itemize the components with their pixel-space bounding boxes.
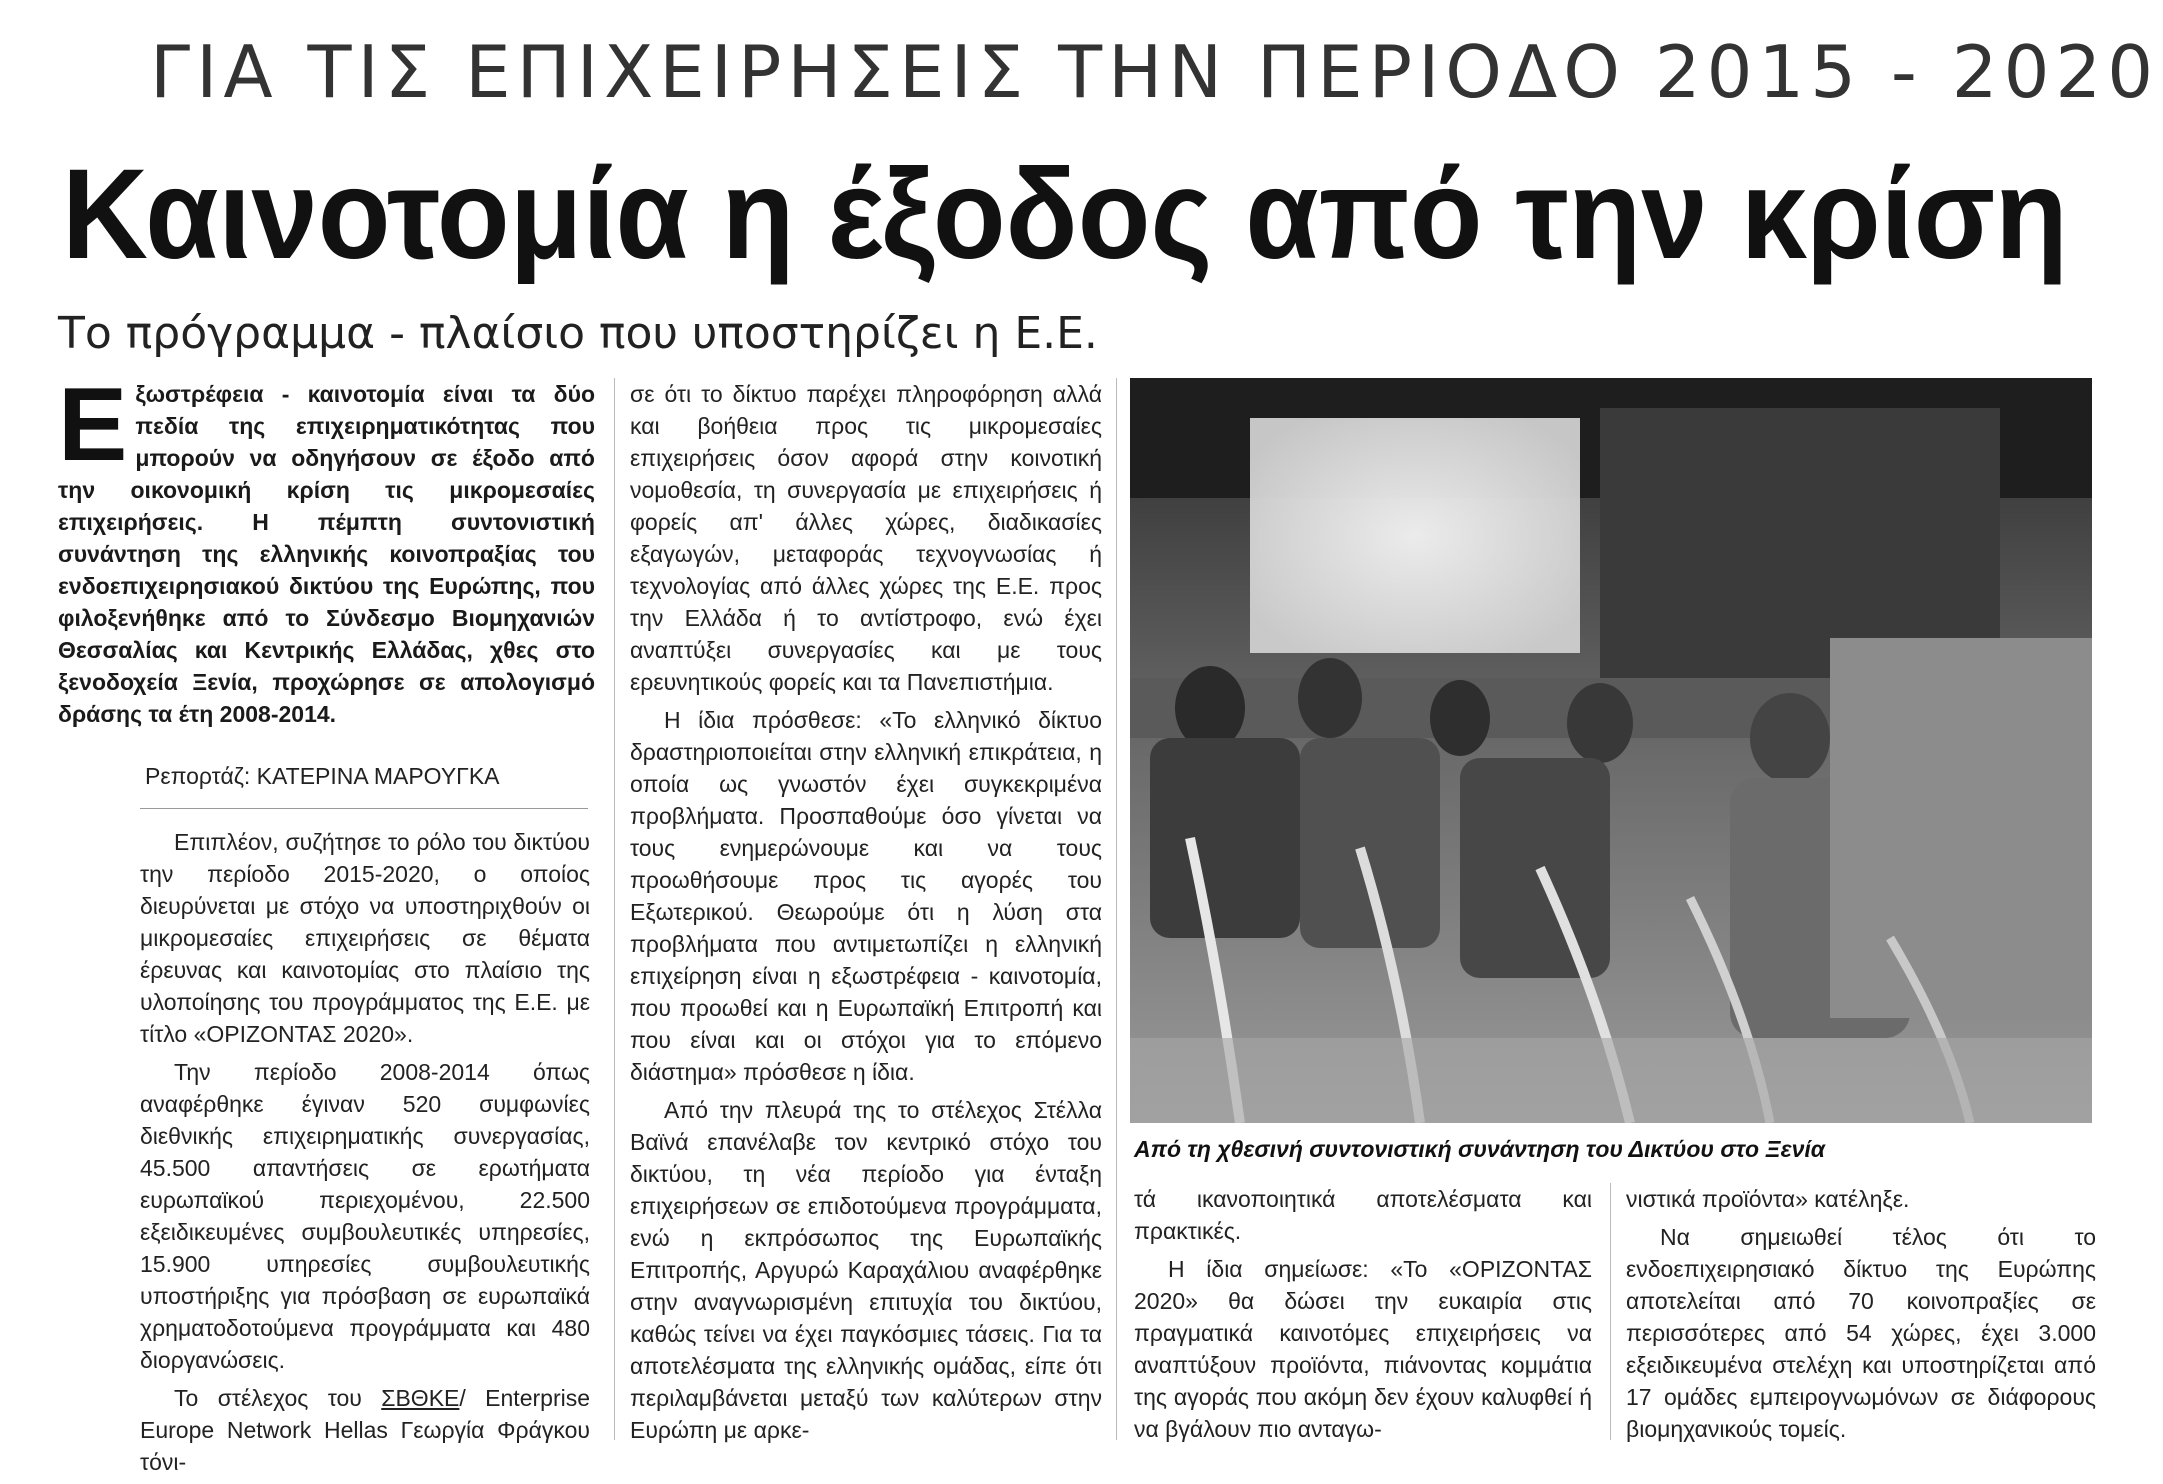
column-3-paragraph: τά ικανοποιητικά αποτελέσματα και πρακτικές. <box>1134 1186 1592 1244</box>
column-divider <box>614 378 615 1440</box>
photo-caption: Από τη χθεσινή συντονιστική συνάντηση του Δικτύου στο Ξενία <box>1134 1136 1826 1162</box>
column-2-paragraph: Η ίδια πρόσθεσε: «Το ελληνικό δίκτυο δραστηριοποιείται στην ελληνική επικράτεια, η οποία ως γνωστόν έχει συγκεκριμένα προβλήματα. Προσπαθούμε όσο γίνεται να τους ενημερώνουμε και να τους προωθήσουμε προς τις αγορές του Εξωτερικού. Θεωρούμε ότι η λύση στα προβλήματα που αντιμετωπίζει η ελληνική επιχείρηση είναι η εξωστρέφεια - καινοτομία, που προωθεί και η Ευρωπαϊκή Επιτροπή και που είναι και οι στόχοι για το επόμενο διάστημα» πρόσθεσε η ίδια. <box>630 707 1102 1085</box>
column-2-paragraph: σε ότι το δίκτυο παρέχει πληροφόρηση αλλά και βοήθεια προς τις μικρομεσαίες επιχειρήσεις όσον αφορά στην κοινοτική νομοθεσία, τη συνεργασία με επιχειρήσεις ή φορείς απ' άλλες χώρες, διαδικασίες εξαγωγών, μεταφοράς τεχνογνωσίας ή τεχνολογίας από άλλες χώρες της Ε.Ε. προς την Ελλάδα ή το αντίστροφο, ενώ έχει αναπτύξει συνεργασίες και με τους ερευνητικούς φορείς και τα Πανεπιστήμια. <box>630 381 1102 695</box>
column-2-paragraph: Από την πλευρά της το στέλεχος Στέλλα Βαϊνά επανέλαβε τον κεντρικό στόχο του δικτύου, τη νέα περίοδο για ένταξη επιχειρήσεων σε επιδοτούμενα προγράμματα, ενώ η εκπρόσωπος της Ευρωπαϊκής Επιτροπής, Αργυρώ Καραχάλιου αναφέρθηκε στην αναγνωρισμένη επιτυχία του δικτύου, καθώς τείνει να έχει παγκόσμιες τάσεις. Για τα αποτελέσματα της ελληνικής ομάδας, είπε ότι περιλαμβάνεται μεταξύ των καλύτερων στην Ευρώπη με αρκε- <box>630 1097 1102 1443</box>
column-1-paragraph: Επιπλέον, συζήτησε το ρόλο του δικτύου την περίοδο 2015-2020, ο οποίος διευρύνεται με στόχο να υποστηριχθούν οι μικρομεσαίες επιχειρήσεις σε θέματα έρευνας και καινοτομίας στο πλαίσιο της υλοποίησης του προγράμματος της Ε.Ε. με τίτλο «ΟΡΙΖΟΝΤΑΣ 2020». <box>140 829 590 1047</box>
column-4 <box>1626 1183 2096 1451</box>
subtitle: Το πρόγραμμα - πλαίσιο που υποστηρίζει η Ε.Ε. <box>58 308 1098 359</box>
byline: Ρεπορτάζ: ΚΑΤΕΡΙΝΑ ΜΑΡΟΥΓΚΑ <box>145 763 500 789</box>
organization-link[interactable]: ΣΒΘΚΕ <box>381 1385 460 1411</box>
column-4-paragraph: Να σημειωθεί τέλος ότι το ενδοεπιχειρησιακό δίκτυο της Ευρώπης αποτελείται από 70 κοινοπραξίες σε περισσότερες από 54 χώρες, έχει 3.000 εξειδικευμένα στελέχη και υποστηρίζεται από 17 ομάδες εμπειρογνωμόνων σε διάφορους βιομηχανικούς τομείς. <box>1626 1224 2096 1442</box>
main-headline: Καινοτομία η έξοδος από την κρίση <box>62 143 2068 286</box>
lede-text: ξωστρέφεια - καινοτομία είναι τα δύο πεδία της επιχειρηματικότητας που μπορούν να οδηγήσουν σε έξοδο από την οικονομική κρίση τις μικρομεσαίες επιχειρήσεις. Η πέμπτη συντονιστική συνάντηση της ελληνικής κοινοπραξίας του ενδοεπιχειρησιακού δικτύου της Ευρώπης, που φιλοξενήθηκε από το Σύνδεσμο Βιομηχανιών Θεσσαλίας και Κεντρικής Ελλάδας, χθες στο ξενοδοχεία Ξενία, προχώρησε σε απολογισμό δράσης τα έτη 2008-2014. <box>58 381 595 727</box>
conference-photo <box>1130 378 2092 1123</box>
column-1-paragraph <box>140 1382 590 1478</box>
text-run: / Enterprise Europe Network Hellas Γεωργία Φράγκου τόνι- <box>140 1385 590 1475</box>
lede-paragraph <box>58 367 595 730</box>
column-1-paragraph: Την περίοδο 2008-2014 όπως αναφέρθηκε έγιναν 520 συμφωνίες διεθνικής επιχειρηματικής συνεργασίας, 45.500 απαντήσεις σε ερωτήματα ευρωπαϊκού περιεχομένου, 22.500 εξειδικευμένες συμβουλευτικές υπηρεσίες, 15.900 υπηρεσίες συμβουλευτικής υποστήριξης για πρόσβαση σε ευρωπαϊκά χρηματοδοτούμενα προγράμματα και 480 διοργανώσεις. <box>140 1059 590 1373</box>
column-2 <box>630 378 1102 1452</box>
column-divider <box>1116 378 1117 1440</box>
column-3-paragraph: Η ίδια σημείωσε: «Το «ΟΡΙΖΟΝΤΑΣ 2020» θα δώσει την ευκαιρία στις πραγματικά καινοτόμες επιχειρήσεις να αναπτύξουν προϊόντα, πιάνοντας κομμάτια της αγοράς που ακόμη δεν έχουν καλυφθεί ή να βγάλουν πιο ανταγω- <box>1134 1256 1592 1442</box>
column-4-paragraph: νιστικά προϊόντα» κατέληξε. <box>1626 1186 1910 1212</box>
kicker-headline: ΓΙΑ ΤΙΣ ΕΠΙΧΕΙΡΗΣΕΙΣ ΤΗΝ ΠΕΡΙΟΔΟ 2015 - 2020 <box>150 30 2160 114</box>
byline-rule <box>140 808 588 809</box>
column-divider <box>1610 1183 1611 1440</box>
column-3 <box>1134 1183 1592 1451</box>
drop-cap: Ε <box>58 367 128 483</box>
column-1 <box>140 826 590 1484</box>
text-run: Το στέλεχος του <box>174 1385 382 1411</box>
